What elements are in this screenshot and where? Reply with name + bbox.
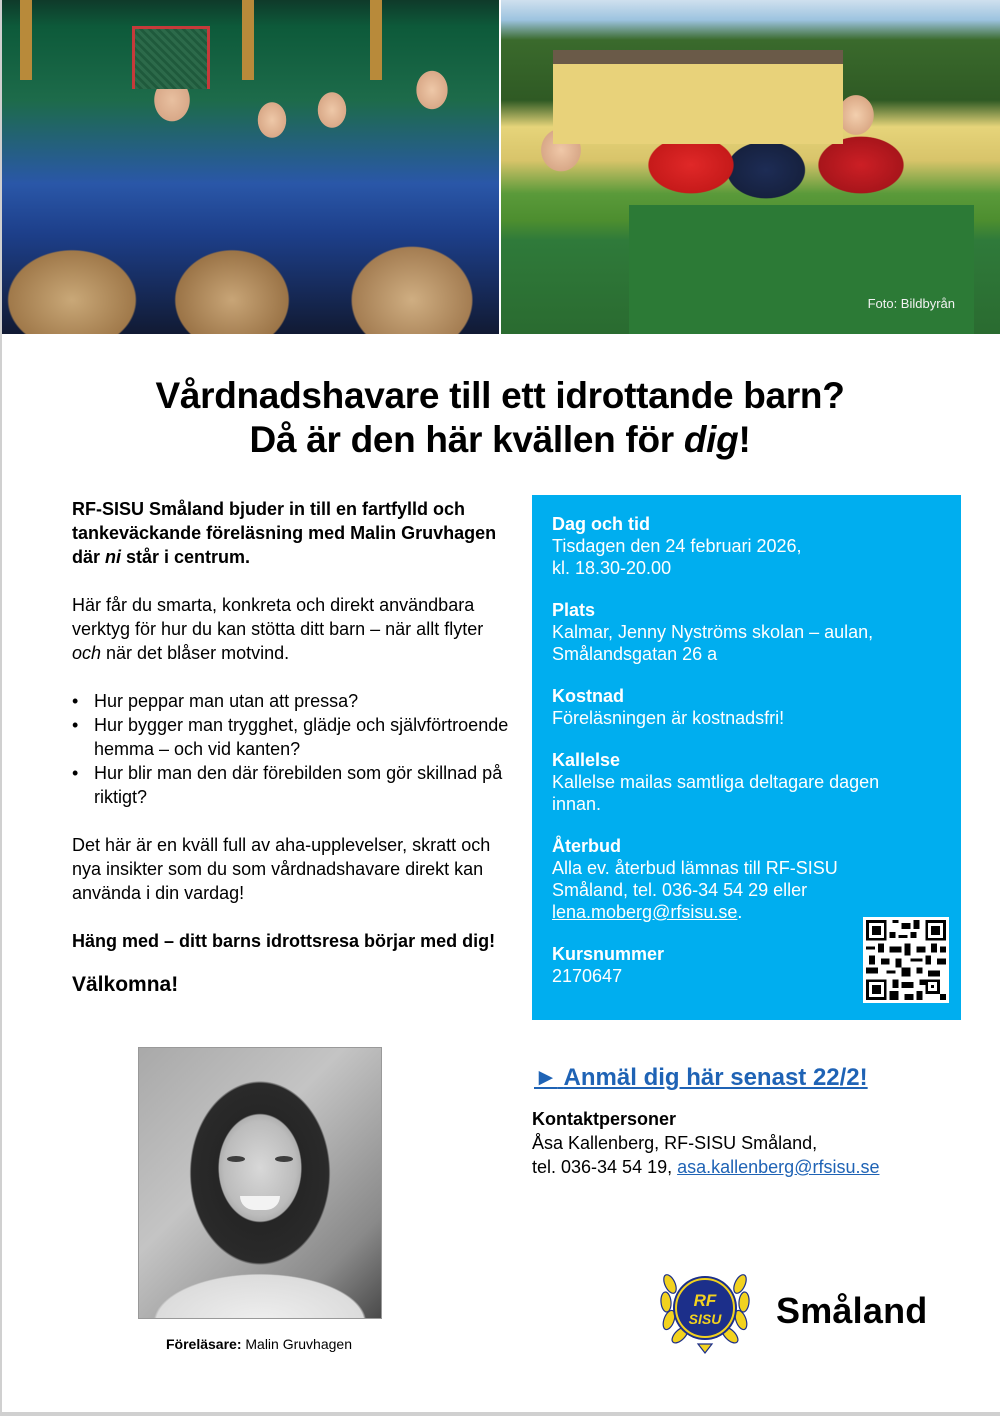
cancellation-email-link[interactable]: lena.moberg@rfsisu.se <box>552 902 738 922</box>
handball-goal <box>132 26 210 89</box>
contacts-heading: Kontaktpersoner <box>532 1109 677 1129</box>
title-line-2-text: Då är den här kvällen för <box>249 419 684 460</box>
info-cancellation <box>552 835 942 923</box>
contact-phone: tel. 036-34 54 19, <box>532 1157 678 1177</box>
info-text: Kalmar, Jenny Nyströms skolan – aulan, <box>552 622 874 642</box>
green-bench <box>629 205 974 334</box>
title-line-1: Vårdnadshavare till ett idrottande barn? <box>155 375 845 416</box>
play-arrow-icon: ► <box>534 1064 558 1091</box>
contact-name: Åsa Kallenberg, RF-SISU Småland, <box>532 1133 818 1153</box>
info-text: kl. 18.30-20.00 <box>552 558 672 578</box>
info-text: Tisdagen den 24 februari 2026, <box>552 536 802 556</box>
info-text: 2170647 <box>552 966 623 986</box>
wall-beam <box>20 0 32 80</box>
info-heading: Dag och tid <box>552 514 650 534</box>
info-text: Smålandsgatan 26 a <box>552 644 718 664</box>
contact-email-link[interactable]: asa.kallenberg@rfsisu.se <box>677 1157 880 1177</box>
info-heading: Kostnad <box>552 686 624 706</box>
info-heading: Kursnummer <box>552 944 665 964</box>
lead-emphasis: ni <box>105 547 122 567</box>
contact-details <box>532 1155 879 1179</box>
info-date-time <box>552 513 942 579</box>
info-text: Alla ev. återbud lämnas till RF-SISU <box>552 858 838 878</box>
laurel-emblem-icon <box>660 1262 750 1354</box>
page-border-bottom <box>0 1412 1000 1416</box>
clubhouse <box>553 50 843 144</box>
page-title <box>0 374 1000 462</box>
header-photo-handball-team <box>2 0 499 334</box>
intro-paragraph-1 <box>72 593 512 665</box>
intro-lead <box>72 497 512 569</box>
speaker-portrait <box>138 1047 382 1319</box>
title-line-2 <box>0 418 1000 462</box>
info-location <box>552 599 942 665</box>
header-photo-kids-outdoors <box>501 0 1000 334</box>
portrait-eye <box>227 1156 245 1162</box>
lead-text: RF-SISU Småland bjuder in till en fartfylld och tankeväckande föreläsning med Malin Gruvhagen där <box>72 499 497 567</box>
list-item: • Hur blir man den där förebilden som gör skillnad på riktigt? <box>72 761 512 809</box>
list-item: • Hur peppar man utan att pressa? <box>72 689 512 713</box>
para1-text: Här får du smarta, konkreta och direkt användbara verktyg för hur du kan stötta ditt barn – när allt flyter <box>72 595 484 639</box>
wall-beam <box>242 0 254 80</box>
photo-credit: Foto: Bildbyrån <box>867 296 955 311</box>
info-invitation <box>552 749 942 815</box>
info-text: Kallelse mailas samtliga deltagare dagen innan. <box>552 772 880 814</box>
info-heading: Kallelse <box>552 750 621 770</box>
info-text: Småland, tel. 036-34 54 29 eller <box>552 880 808 900</box>
qr-code-graphic <box>863 917 949 1003</box>
info-cost <box>552 685 942 729</box>
emblem-text-bottom: SISU <box>688 1311 722 1327</box>
contact-block <box>532 1107 879 1179</box>
event-info-box <box>532 495 961 1020</box>
question-list <box>72 689 512 809</box>
para1-text-end: när det blåser motvind. <box>101 643 290 663</box>
info-heading: Plats <box>552 600 596 620</box>
call-to-action: Häng med – ditt barns idrottsresa börjar med dig! <box>72 931 496 951</box>
speaker-caption <box>138 1336 380 1352</box>
info-text: Föreläsningen är kostnadsfri! <box>552 708 785 728</box>
info-heading: Återbud <box>552 836 621 856</box>
intro-paragraph-2: Det här är en kväll full av aha-upplevelser, skratt och nya insikter som du som vårdnadshavare direkt kan använda i din vardag! <box>72 835 491 903</box>
intro-column <box>72 497 512 997</box>
register-label: Anmäl dig här senast 22/2! <box>563 1064 868 1091</box>
logo-wordmark: Småland <box>776 1290 928 1331</box>
portrait-eye <box>275 1156 293 1162</box>
qr-code[interactable] <box>863 917 949 1003</box>
speaker-label: Föreläsare: <box>166 1336 242 1352</box>
list-item: • Hur bygger man trygghet, glädje och självförtroende hemma – och vid kanten? <box>72 713 512 761</box>
lead-text-end: står i centrum. <box>121 547 251 567</box>
rf-sisu-logo <box>660 1262 750 1354</box>
wall-beam <box>370 0 382 80</box>
title-emphasis: dig <box>683 419 739 460</box>
title-line-2-suffix: ! <box>738 419 751 460</box>
register-link[interactable] <box>534 1064 868 1092</box>
portrait-smile <box>240 1196 280 1210</box>
welcome-text: Välkomna! <box>72 973 179 996</box>
emblem-text-top: RF <box>693 1291 717 1310</box>
email-suffix: . <box>737 902 743 922</box>
para1-emphasis: och <box>72 643 102 663</box>
speaker-name: Malin Gruvhagen <box>245 1336 352 1352</box>
